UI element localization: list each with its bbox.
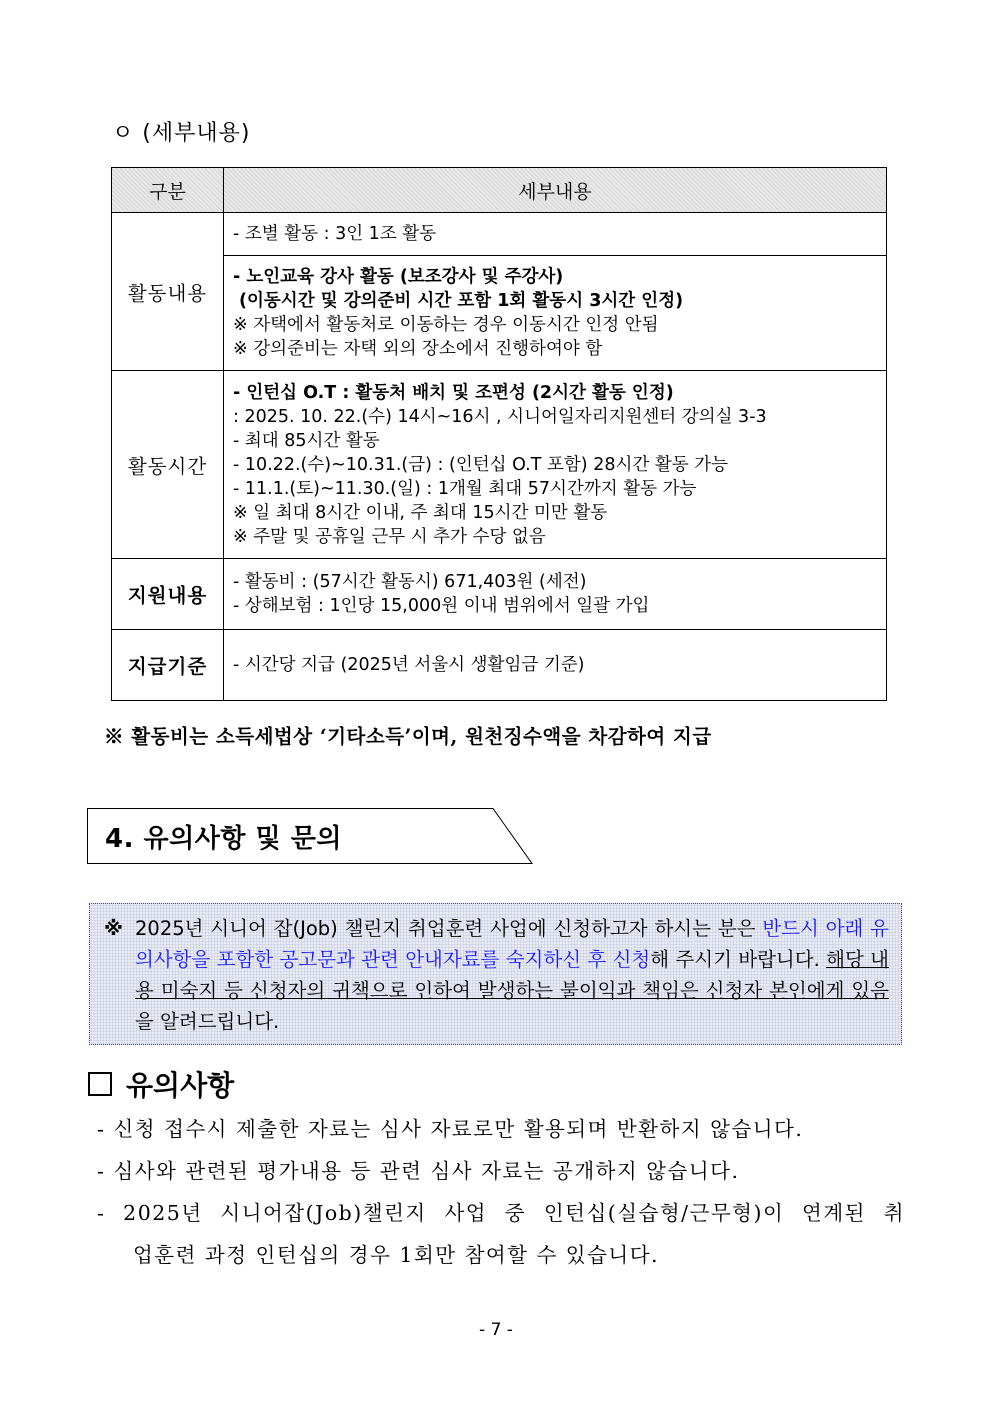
- section-title: 4. 유의사항 및 문의: [105, 824, 342, 854]
- cell-activity-group: [224, 213, 887, 256]
- activity-line: ※ 자택에서 활동처로 이동하는 경우 이동시간 인정 안됨: [233, 315, 659, 335]
- cell-time: [224, 371, 887, 559]
- sub-heading: ㅇ (세부내용): [112, 121, 251, 146]
- support-line: - 활동비 : (57시간 활동시) 671,403원 (세전): [233, 572, 587, 592]
- notice-part2: 해 주시기 바랍니다.: [650, 948, 827, 971]
- time-line: ※ 일 최대 8시간 이내, 주 최대 15시간 미만 활동: [233, 502, 608, 523]
- caution-heading: [88, 1064, 234, 1104]
- cell-activity-lecturer: [224, 256, 887, 371]
- activity-line: (이동시간 및 강의준비 시간 포함 1회 활동시 3시간 인정): [239, 291, 684, 311]
- table-row-support: [112, 559, 887, 630]
- detail-table: [111, 167, 887, 701]
- activity-line: ※ 강의준비는 자택 외의 장소에서 진행하여야 함: [233, 339, 603, 359]
- notice-emphasis: 반드시 아래 유의사항을 포함한 공고문과 관련 안내자료를 숙지하신 후 신청: [135, 917, 889, 971]
- label-time: 활동시간: [112, 371, 224, 559]
- label-pay: 지급기준: [112, 630, 224, 701]
- label-activity: 활동내용: [112, 213, 224, 371]
- time-line: - 11.1.(토)~11.30.(일) : 1개월 최대 57시간까지 활동 가능: [233, 478, 697, 499]
- time-line: : 2025. 10. 22.(수) 14시~16시 , 시니어일자리지원센터 강의실 3-3: [233, 406, 767, 427]
- time-line: - 인턴십 O.T : 활동처 배치 및 조편성 (2시간 활동 인정): [233, 382, 674, 403]
- caution-item: - 심사와 관련된 평가내용 등 관련 심사 자료는 공개하지 않습니다.: [97, 1159, 740, 1183]
- notice-box: [89, 903, 902, 1045]
- notice-part1: 2025년 시니어 잡(Job) 챌린지 취업훈련 사업에 신청하고자 하시는 분은: [135, 917, 763, 940]
- caution-item-continued: 업훈련 과정 인턴십의 경우 1회만 참여할 수 있습니다.: [133, 1243, 660, 1267]
- section-title-box: [87, 808, 533, 864]
- activity-line: - 노인교육 강사 활동 (보조강사 및 주강사): [233, 267, 564, 287]
- pay-line: - 시간당 지급 (2025년 서울시 생활임금 기준): [233, 655, 585, 675]
- caution-item: - 신청 접수시 제출한 자료는 심사 자료로만 활용되며 반환하지 않습니다.: [97, 1117, 804, 1141]
- header-details: 세부내용: [224, 168, 887, 213]
- tax-note: ※ 활동비는 소득세법상 ‘기타소득’이며, 원천징수액을 차감하여 지급: [104, 725, 712, 748]
- support-line: - 상해보험 : 1인당 15,000원 이내 범위에서 일괄 가입: [233, 596, 650, 616]
- header-category: 구분: [112, 168, 224, 213]
- table-row-activity-1: [112, 213, 887, 256]
- notice-underlined: 해당 내용 미숙지 등 신청자의 귀책으로 인하여 발생하는 불이익과 책임은 신청자 본인에게 있음: [135, 948, 889, 1002]
- label-support: 지원내용: [112, 559, 224, 630]
- time-line: - 10.22.(수)~10.31.(금) : (인턴십 O.T 포함) 28시간 활동 가능: [233, 454, 729, 475]
- activity-group-text: - 조별 활동 : 3인 1조 활동: [233, 224, 437, 244]
- table-row-time: [112, 371, 887, 559]
- time-line: - 최대 85시간 활동: [233, 430, 380, 451]
- table-row-pay: [112, 630, 887, 701]
- notice-part3: 을 알려드립니다.: [135, 1010, 280, 1033]
- square-bullet-icon: [88, 1072, 112, 1096]
- page-number: - 7 -: [479, 1320, 513, 1340]
- cell-pay: [224, 630, 887, 701]
- caution-item: - 2025년 시니어잡(Job)챌린지 사업 중 인턴십(실습형/근무형)이 연계된 취: [97, 1201, 905, 1225]
- notice-text: [135, 913, 889, 1037]
- table-row-activity-2: [112, 256, 887, 371]
- caution-heading-text: 유의사항: [126, 1069, 235, 1102]
- reference-mark-icon: ※: [104, 917, 123, 940]
- cell-support: [224, 559, 887, 630]
- table-header-row: [112, 168, 887, 213]
- time-line: ※ 주말 및 공휴일 근무 시 추가 수당 없음: [233, 526, 546, 547]
